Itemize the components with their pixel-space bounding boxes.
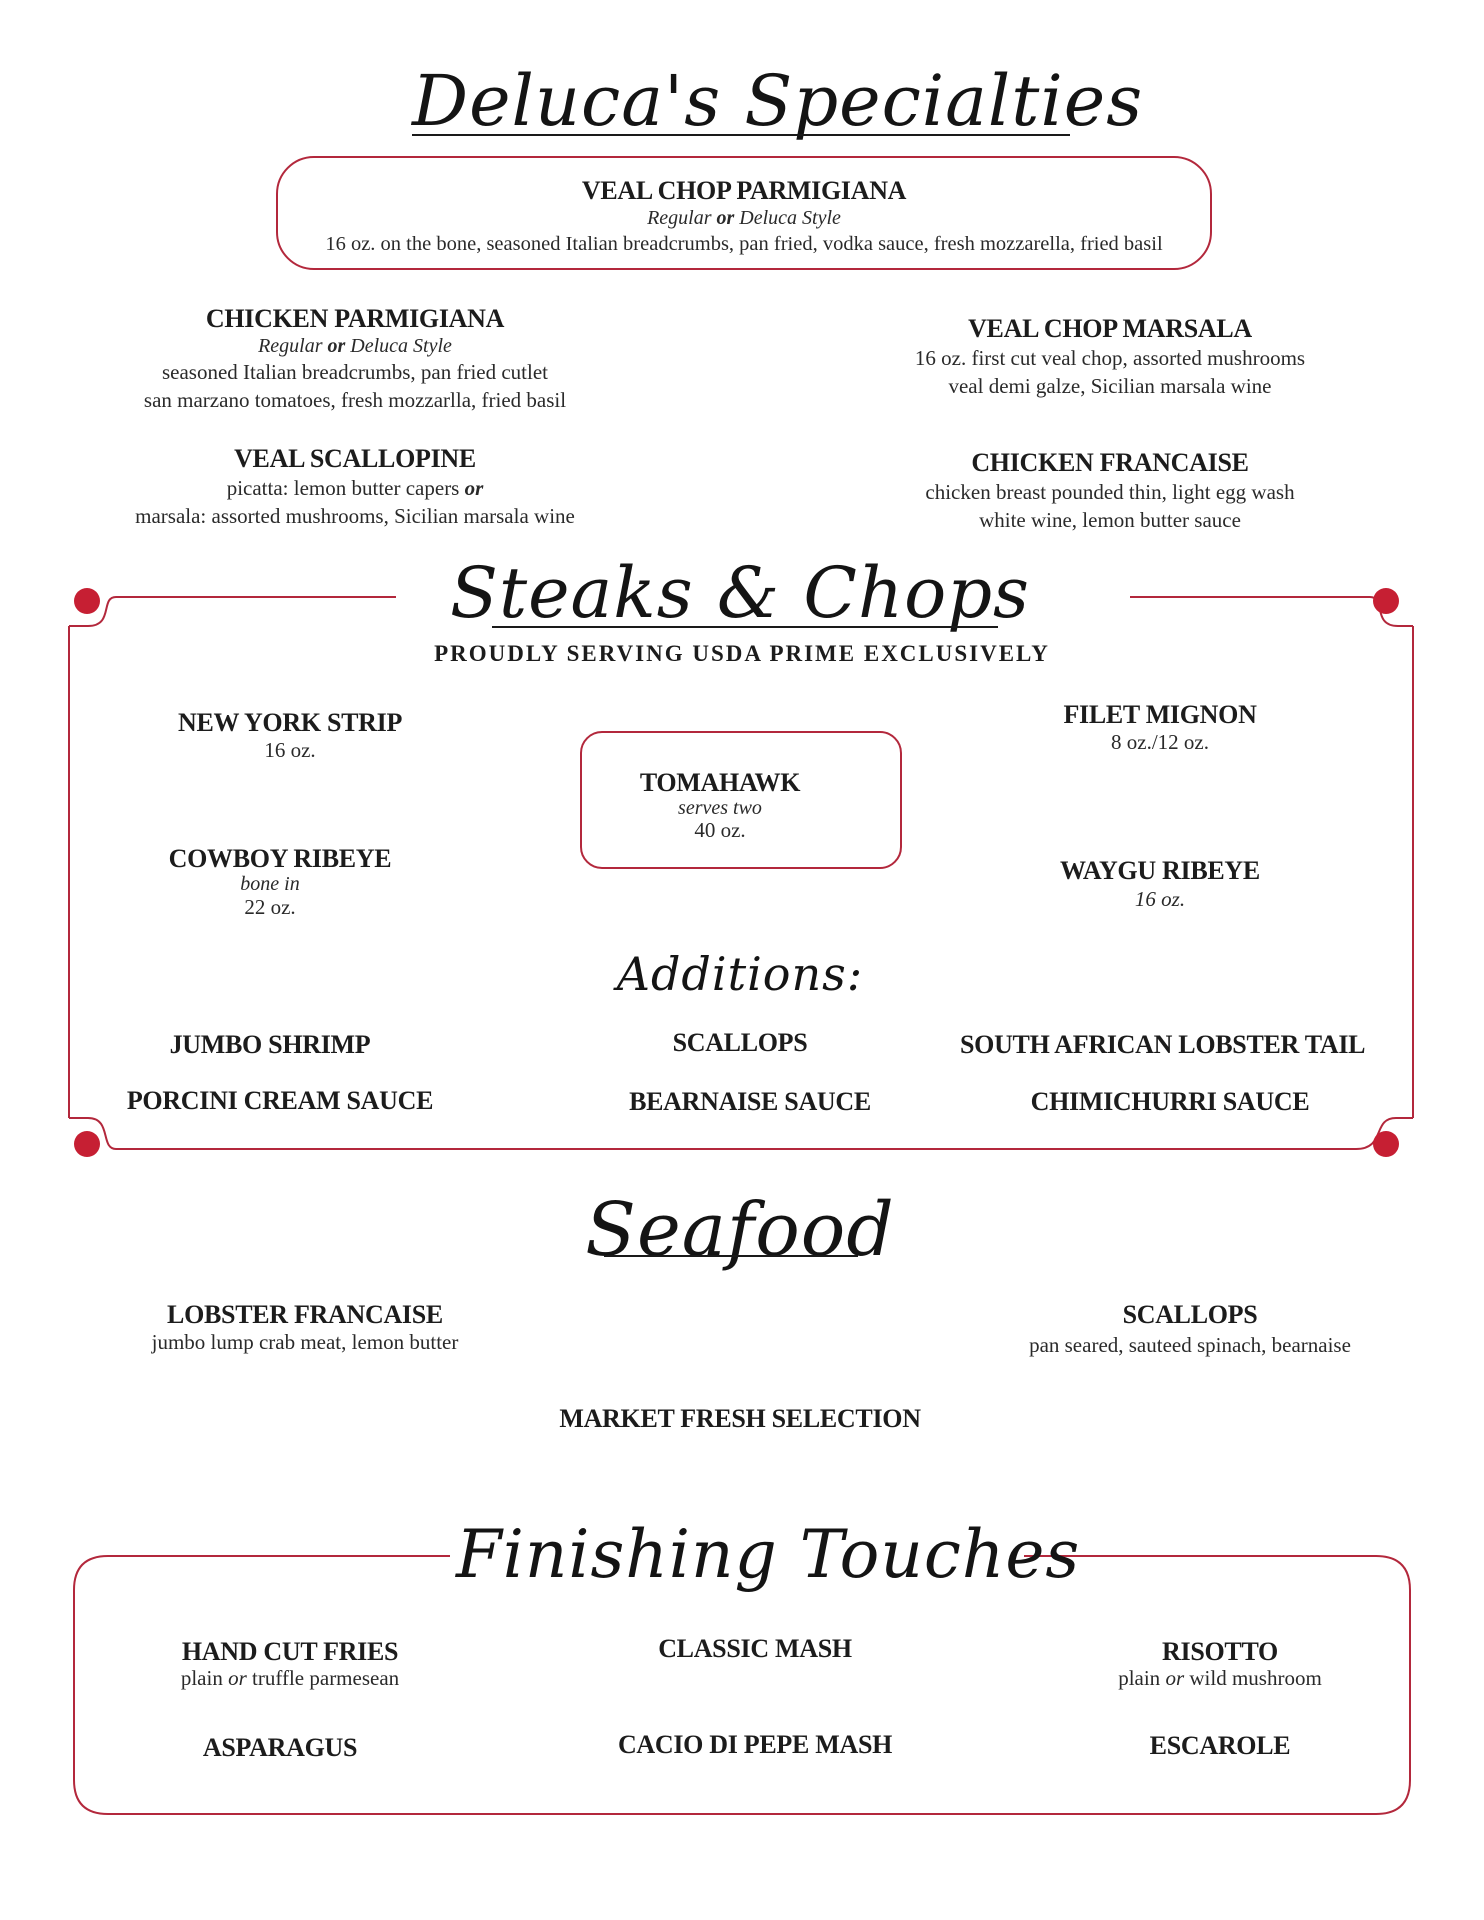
- item-note: bone in: [240, 873, 300, 895]
- item-style: Regular or Deluca Style: [258, 335, 452, 357]
- item-description-line2: san marzano tomatoes, fresh mozzarlla, fried basil: [143, 388, 567, 412]
- addition-chimichurri-sauce: CHIMICHURRI SAUCE: [1030, 1087, 1310, 1116]
- risotto: [1060, 1637, 1380, 1689]
- item-description-line1: picatta: lemon butter capers or: [226, 476, 484, 500]
- item-size: 16 oz.: [264, 738, 316, 762]
- item-name: FILET MIGNON: [1063, 700, 1257, 729]
- hand-cut-fries: [130, 1637, 450, 1689]
- item-size: 8 oz./12 oz.: [1111, 730, 1209, 754]
- item-name: VEAL CHOP MARSALA: [968, 314, 1252, 343]
- item-description-line2: white wine, lemon butter sauce: [979, 508, 1241, 532]
- item-size: 40 oz.: [694, 818, 746, 842]
- item-name: TOMAHAWK: [639, 768, 801, 797]
- item-description-line1: seasoned Italian breadcrumbs, pan fried cutlet: [161, 360, 548, 384]
- addition-jumbo-shrimp: JUMBO SHRIMP: [169, 1030, 371, 1059]
- item-name: CACIO DI PEPE MASH: [617, 1730, 893, 1759]
- item-name: RISOTTO: [1162, 1637, 1278, 1666]
- item-options: plain or truffle parmesean: [180, 1666, 400, 1690]
- steaks-subtitle: PROUDLY SERVING USDA PRIME EXCLUSIVELY: [434, 641, 1050, 666]
- item-style: Regular or Deluca Style: [647, 207, 841, 229]
- addition-porcini-sauce: PORCINI CREAM SAUCE: [126, 1086, 434, 1115]
- addition-bearnaise-sauce: BEARNAISE SAUCE: [629, 1087, 871, 1116]
- item-options: plain or wild mushroom: [1118, 1666, 1322, 1690]
- item-description: jumbo lump crab meat, lemon butter: [151, 1330, 459, 1354]
- item-name: NEW YORK STRIP: [177, 708, 403, 737]
- cacio-di-pepe-mash: [590, 1730, 920, 1760]
- asparagus: [130, 1733, 430, 1763]
- item-name: VEAL CHOP PARMIGIANA: [581, 176, 907, 205]
- item-name: CLASSIC MASH: [658, 1634, 852, 1663]
- sides-title: Finishing Touches: [456, 1516, 1081, 1593]
- item-note: serves two: [678, 797, 762, 819]
- item-name: VEAL SCALLOPINE: [234, 444, 476, 473]
- item-name: CHICKEN FRANCAISE: [971, 448, 1249, 477]
- item-name: COWBOY RIBEYE: [168, 844, 392, 873]
- item-name: HAND CUT FRIES: [181, 1637, 399, 1666]
- steaks-title: Steaks & Chops: [450, 552, 1030, 634]
- item-description-line2: veal demi galze, Sicilian marsala wine: [948, 374, 1272, 398]
- item-description: pan seared, sauteed spinach, bearnaise: [1029, 1333, 1351, 1357]
- item-description-line1: chicken breast pounded thin, light egg wash: [925, 480, 1295, 504]
- item-name: SCALLOPS: [1122, 1300, 1258, 1329]
- item-size: 22 oz.: [244, 895, 296, 919]
- item-description: 16 oz. on the bone, seasoned Italian breadcrumbs, pan fried, vodka sauce, fresh mozzarella, fried basil: [325, 233, 1163, 255]
- addition-scallops: SCALLOPS: [672, 1028, 808, 1057]
- item-name: ESCAROLE: [1149, 1731, 1291, 1760]
- seafood-title: Seafood: [585, 1187, 895, 1273]
- additions-title: Additions:: [616, 947, 864, 1001]
- escarole: [1070, 1731, 1370, 1761]
- item-name: MARKET FRESH SELECTION: [559, 1404, 921, 1433]
- classic-mash: [600, 1634, 910, 1664]
- item-name: LOBSTER FRANCAISE: [167, 1300, 443, 1329]
- item-size: 16 oz.: [1134, 887, 1186, 911]
- item-name: CHICKEN PARMIGIANA: [205, 304, 505, 333]
- item-name: WAYGU RIBEYE: [1060, 856, 1260, 885]
- specialties-title: Deluca's Specialties: [412, 60, 1144, 142]
- item-name: ASPARAGUS: [202, 1733, 358, 1762]
- addition-lobster-tail: SOUTH AFRICAN LOBSTER TAIL: [960, 1030, 1366, 1059]
- item-description-line1: 16 oz. first cut veal chop, assorted mushrooms: [914, 346, 1306, 370]
- item-description-line2: marsala: assorted mushrooms, Sicilian marsala wine: [135, 504, 575, 528]
